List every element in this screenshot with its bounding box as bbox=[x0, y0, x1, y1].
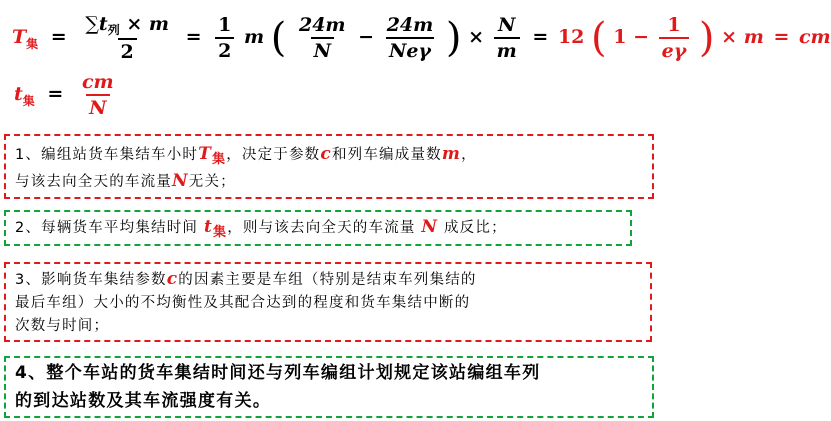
subscript-ji: 集 bbox=[211, 152, 227, 167]
var-T: T bbox=[198, 144, 212, 164]
left-paren: ( bbox=[591, 15, 607, 61]
note-1-text bbox=[15, 143, 645, 194]
formula-t-ji bbox=[14, 72, 120, 118]
var-m: m bbox=[244, 26, 265, 48]
var-m: m bbox=[743, 26, 764, 48]
note-2-text: 2、每辆货车平均集结时间 t集，则与该去向全天的车流量 N 成反比； bbox=[15, 217, 507, 240]
subscript-lie: 列 bbox=[107, 23, 120, 37]
note-4-text bbox=[15, 361, 650, 414]
equals-sign: = bbox=[532, 26, 549, 48]
fraction-24m-over-Negamma: $\frac{24m}{\text{Neγ}}$ bbox=[386, 14, 434, 62]
note-3-line-3: 次数与时间； bbox=[15, 318, 110, 334]
minus-sign: − bbox=[633, 26, 650, 48]
formula-main bbox=[12, 14, 831, 62]
equals-sign: = bbox=[773, 26, 790, 48]
coefficient-12: 12 bbox=[557, 26, 585, 48]
subscript-ji: 集 bbox=[22, 94, 35, 108]
var-N: N bbox=[172, 171, 189, 191]
note-3-line-2: 最后车组）大小的不均衡性及其配合达到的程度和货车集结中断的 bbox=[15, 295, 471, 311]
note-1-line-1: 1、编组站货车集结车小时T集，决定于参数c和列车编成量数m， bbox=[15, 144, 477, 167]
var-t: t bbox=[203, 217, 213, 237]
note-4-line-1: 4、整个车站的货车集结时间还与列车编组计划规定该站编组车列 bbox=[15, 363, 541, 383]
fraction-cm-over-N: $\frac{cm}{N}$ bbox=[81, 71, 114, 119]
minus-sign: − bbox=[358, 26, 375, 48]
one: 1 bbox=[613, 26, 627, 48]
fraction-1-over-egamma: $\frac{1}{e\gamma}$ bbox=[659, 15, 690, 61]
left-paren: ( bbox=[270, 15, 287, 61]
fraction-half: $\frac{1}{2}$ bbox=[215, 15, 234, 61]
equals-sign: = bbox=[47, 83, 64, 105]
right-paren: ) bbox=[445, 15, 462, 61]
equals-sign: = bbox=[50, 26, 67, 48]
note-3-line-1: 3、影响货车集结参数c的因素主要是车组（特别是结束车列集结的 bbox=[15, 269, 477, 289]
times-sign: × bbox=[126, 13, 143, 35]
subscript-ji: 集 bbox=[26, 37, 39, 51]
sigma-symbol: ∑ bbox=[85, 13, 99, 35]
times-sign: × bbox=[468, 26, 485, 48]
var-m: m bbox=[441, 144, 462, 164]
equals-sign: = bbox=[185, 26, 202, 48]
var-N: N bbox=[421, 217, 439, 237]
var-t: t bbox=[98, 13, 108, 35]
fraction-24m-over-N: $\frac{24m}{N}$ bbox=[298, 14, 346, 62]
fraction-N-over-m: $\frac{N}{m}$ bbox=[494, 15, 520, 61]
var-m: m bbox=[148, 13, 169, 35]
note-4-line-2: 的到达站数及其车流强度有关。 bbox=[15, 391, 272, 411]
right-paren: ) bbox=[698, 15, 715, 61]
times-sign: × bbox=[721, 26, 738, 48]
var-t: t bbox=[14, 83, 23, 105]
note-1-line-2: 与该去向全天的车流量N无关； bbox=[15, 171, 236, 191]
var-T: T bbox=[12, 26, 27, 48]
subscript-ji: 集 bbox=[213, 225, 228, 240]
var-c: c bbox=[320, 144, 332, 164]
note-3-text bbox=[15, 268, 645, 338]
var-c: c bbox=[166, 269, 179, 289]
result-cm: cm bbox=[798, 26, 831, 48]
denominator-2: 2 bbox=[118, 38, 137, 62]
fraction-sum-over-2 bbox=[82, 14, 172, 62]
